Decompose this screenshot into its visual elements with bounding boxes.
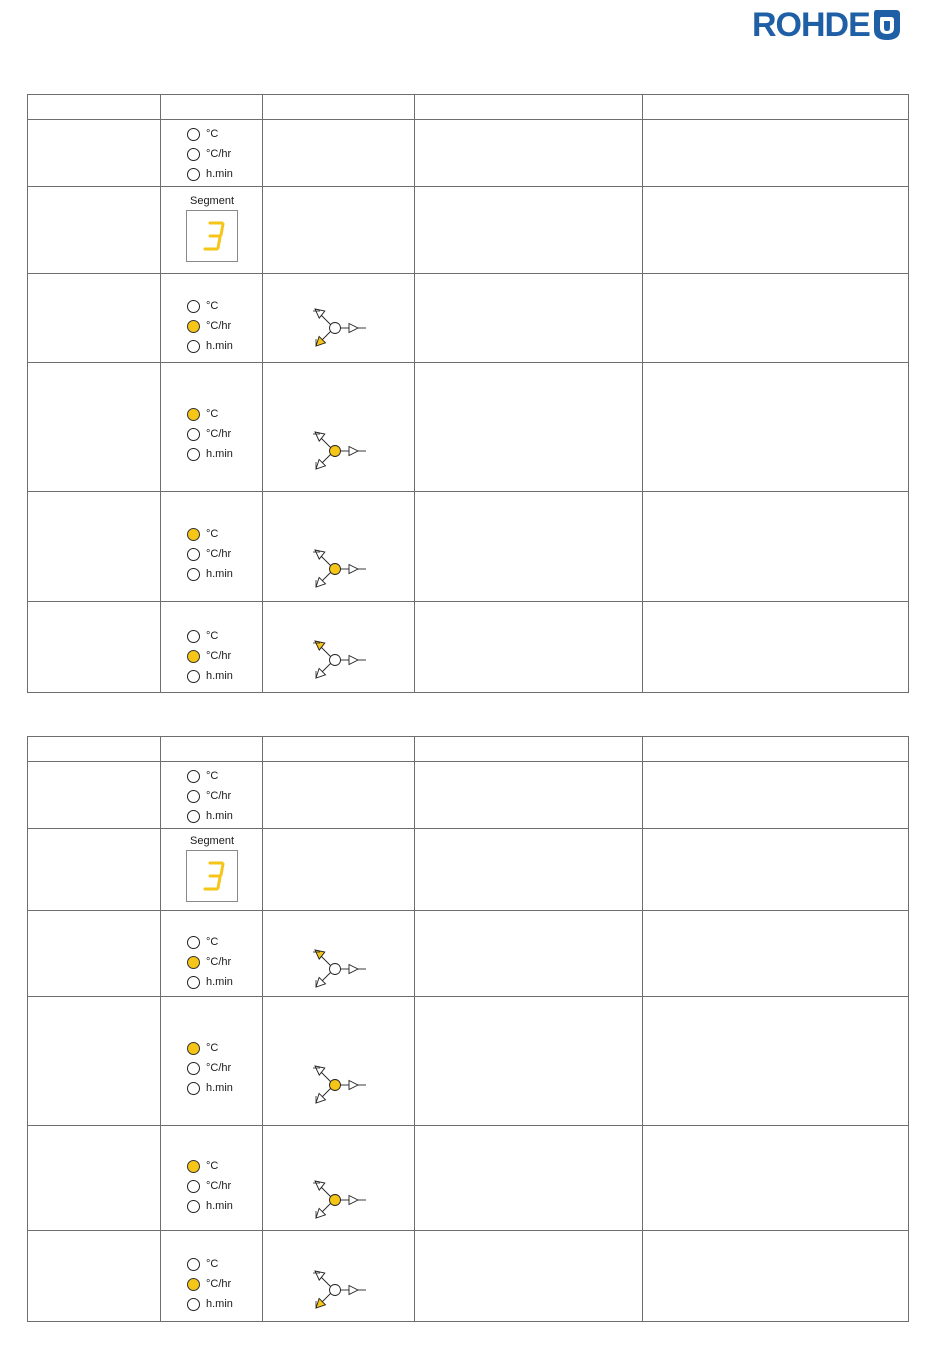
unit-indicator	[187, 932, 233, 952]
program-flow-icon	[309, 427, 373, 475]
unit-indicator	[187, 544, 233, 564]
table-cell	[263, 911, 415, 997]
unit-label: °C	[206, 1257, 219, 1270]
table-cell	[161, 492, 263, 602]
unit-label: °C	[206, 769, 219, 782]
unit-indicator-group	[187, 1156, 233, 1216]
unit-indicator	[187, 786, 233, 806]
indicator-off-icon	[187, 340, 200, 353]
unit-indicator	[187, 1038, 233, 1058]
indicator-off-icon	[187, 568, 200, 581]
unit-indicator	[187, 444, 233, 464]
brand-logo-text: ROHDE	[752, 6, 870, 44]
unit-label: °C/hr	[206, 319, 232, 332]
unit-indicator	[187, 626, 233, 646]
segment-display	[186, 835, 238, 902]
table-cell	[161, 274, 263, 363]
indicator-off-icon	[187, 630, 200, 643]
table-row	[28, 274, 909, 363]
brand-logo	[752, 6, 902, 44]
table-row	[28, 762, 909, 829]
unit-indicator	[187, 806, 233, 826]
table-cell	[415, 997, 643, 1126]
unit-indicator	[187, 666, 233, 686]
table-cell	[415, 911, 643, 997]
unit-indicator	[187, 564, 233, 584]
table-cell	[161, 1231, 263, 1322]
indicator-off-icon	[187, 168, 200, 181]
table-row	[28, 1126, 909, 1231]
unit-label: °C/hr	[206, 427, 232, 440]
table-cell	[643, 1126, 909, 1231]
unit-indicator	[187, 124, 233, 144]
program-flow-icon	[309, 1266, 373, 1314]
program-flow-icon	[309, 1061, 373, 1109]
table-cell	[643, 829, 909, 911]
indicator-off-icon	[187, 128, 200, 141]
indicator-off-icon	[187, 810, 200, 823]
unit-label: °C	[206, 629, 219, 642]
table-cell	[263, 1126, 415, 1231]
table-cell	[643, 1231, 909, 1322]
table-cell	[161, 911, 263, 997]
table-row	[28, 911, 909, 997]
table-header-row	[28, 95, 909, 120]
table-cell	[28, 737, 161, 762]
unit-label: °C/hr	[206, 649, 232, 662]
unit-indicator	[187, 1156, 233, 1176]
unit-indicator-group	[187, 626, 233, 686]
indicator-off-icon	[187, 428, 200, 441]
segment-label: Segment	[189, 835, 235, 847]
table-cell	[415, 1126, 643, 1231]
unit-indicator-group	[187, 524, 233, 584]
unit-label: h.min	[206, 167, 233, 180]
unit-label: °C	[206, 935, 219, 948]
indicator-off-icon	[187, 790, 200, 803]
table-cell	[263, 1231, 415, 1322]
table-cell	[161, 363, 263, 492]
unit-label: °C/hr	[206, 547, 232, 560]
table-cell	[28, 1231, 161, 1322]
table-row	[28, 363, 909, 492]
unit-label: °C/hr	[206, 1179, 232, 1192]
table-cell	[28, 997, 161, 1126]
indicator-lit-icon	[187, 650, 200, 663]
table-cell	[415, 737, 643, 762]
table-cell	[415, 602, 643, 693]
table-cell	[415, 95, 643, 120]
unit-label: h.min	[206, 1199, 233, 1212]
unit-indicator	[187, 1196, 233, 1216]
indicator-off-icon	[187, 148, 200, 161]
indicator-off-icon	[187, 936, 200, 949]
unit-label: °C	[206, 527, 219, 540]
table-cell	[415, 762, 643, 829]
unit-indicator-group	[187, 124, 233, 184]
unit-indicator	[187, 316, 233, 336]
table-cell	[643, 363, 909, 492]
unit-indicator	[187, 424, 233, 444]
indicator-off-icon	[187, 1180, 200, 1193]
table-cell	[263, 737, 415, 762]
indicator-off-icon	[187, 1082, 200, 1095]
indicator-off-icon	[187, 300, 200, 313]
table-cell	[263, 762, 415, 829]
table-cell	[643, 274, 909, 363]
segment-label: Segment	[189, 195, 235, 207]
table-cell	[28, 363, 161, 492]
table-cell	[643, 737, 909, 762]
table-cell	[415, 120, 643, 187]
unit-indicator	[187, 144, 233, 164]
table-row	[28, 492, 909, 602]
table-cell	[28, 911, 161, 997]
indicator-lit-icon	[187, 408, 200, 421]
unit-indicator-group	[187, 404, 233, 464]
table-cell	[28, 492, 161, 602]
table-row	[28, 997, 909, 1126]
indicator-off-icon	[187, 770, 200, 783]
unit-indicator	[187, 952, 233, 972]
indicator-off-icon	[187, 1298, 200, 1311]
program-table-2	[27, 736, 909, 1322]
brand-mark-icon	[872, 8, 902, 42]
table-cell	[643, 602, 909, 693]
table-cell	[415, 187, 643, 274]
program-table-1	[27, 94, 909, 693]
table-header-row	[28, 737, 909, 762]
unit-indicator	[187, 524, 233, 544]
indicator-lit-icon	[187, 956, 200, 969]
unit-indicator	[187, 646, 233, 666]
table-cell	[161, 602, 263, 693]
table-cell	[643, 187, 909, 274]
unit-indicator	[187, 164, 233, 184]
indicator-off-icon	[187, 1258, 200, 1271]
table-row	[28, 1231, 909, 1322]
table-cell	[161, 187, 263, 274]
table-cell	[263, 602, 415, 693]
unit-label: h.min	[206, 669, 233, 682]
table-cell	[415, 492, 643, 602]
indicator-lit-icon	[187, 528, 200, 541]
unit-label: h.min	[206, 567, 233, 580]
unit-label: °C/hr	[206, 955, 232, 968]
unit-indicator	[187, 972, 233, 992]
unit-label: °C/hr	[206, 789, 232, 802]
unit-indicator	[187, 404, 233, 424]
table-cell	[161, 829, 263, 911]
table-cell	[28, 187, 161, 274]
table-cell	[28, 120, 161, 187]
unit-indicator	[187, 336, 233, 356]
unit-label: h.min	[206, 1297, 233, 1310]
table-cell	[643, 911, 909, 997]
unit-indicator-group	[187, 296, 233, 356]
indicator-off-icon	[187, 1200, 200, 1213]
unit-label: °C	[206, 1041, 219, 1054]
table-cell	[161, 762, 263, 829]
table-cell	[643, 492, 909, 602]
table-cell	[415, 363, 643, 492]
table-cell	[263, 120, 415, 187]
program-flow-icon	[309, 636, 373, 684]
segment-display	[186, 195, 238, 262]
table-cell	[28, 95, 161, 120]
table-cell	[415, 274, 643, 363]
table-cell	[161, 120, 263, 187]
unit-indicator-group	[187, 932, 233, 992]
table-row	[28, 120, 909, 187]
table-cell	[263, 274, 415, 363]
unit-label: h.min	[206, 447, 233, 460]
unit-indicator	[187, 766, 233, 786]
segment-digit-box	[186, 210, 238, 262]
table-cell	[263, 997, 415, 1126]
table-cell	[161, 1126, 263, 1231]
program-flow-icon	[309, 304, 373, 352]
indicator-off-icon	[187, 448, 200, 461]
unit-indicator-group	[187, 766, 233, 826]
table-cell	[28, 829, 161, 911]
unit-indicator	[187, 1058, 233, 1078]
table-cell	[643, 762, 909, 829]
unit-indicator	[187, 1254, 233, 1274]
table-cell	[263, 187, 415, 274]
table-cell	[643, 120, 909, 187]
unit-indicator	[187, 1294, 233, 1314]
program-flow-icon	[309, 945, 373, 993]
unit-label: °C	[206, 127, 219, 140]
indicator-off-icon	[187, 670, 200, 683]
seven-segment-digit-icon	[187, 211, 237, 261]
indicator-lit-icon	[187, 1160, 200, 1173]
unit-label: °C/hr	[206, 1277, 232, 1290]
seven-segment-digit-icon	[187, 851, 237, 901]
table-cell	[28, 602, 161, 693]
unit-indicator-group	[187, 1038, 233, 1098]
indicator-lit-icon	[187, 1042, 200, 1055]
table-cell	[263, 492, 415, 602]
table-cell	[415, 829, 643, 911]
unit-label: °C/hr	[206, 1061, 232, 1074]
unit-label: °C	[206, 299, 219, 312]
table-cell	[263, 829, 415, 911]
table-row	[28, 187, 909, 274]
unit-indicator	[187, 1274, 233, 1294]
table-cell	[263, 95, 415, 120]
indicator-off-icon	[187, 976, 200, 989]
unit-indicator	[187, 296, 233, 316]
table-cell	[643, 95, 909, 120]
unit-indicator	[187, 1176, 233, 1196]
segment-digit-box	[186, 850, 238, 902]
table-cell	[161, 997, 263, 1126]
unit-label: °C	[206, 407, 219, 420]
indicator-lit-icon	[187, 320, 200, 333]
program-flow-icon	[309, 545, 373, 593]
unit-label: h.min	[206, 1081, 233, 1094]
table-cell	[28, 274, 161, 363]
indicator-off-icon	[187, 548, 200, 561]
unit-label: h.min	[206, 809, 233, 822]
table-cell	[263, 363, 415, 492]
unit-label: h.min	[206, 975, 233, 988]
table-row	[28, 829, 909, 911]
table-cell	[161, 95, 263, 120]
table-cell	[643, 997, 909, 1126]
unit-indicator-group	[187, 1254, 233, 1314]
table-cell	[415, 1231, 643, 1322]
table-row	[28, 602, 909, 693]
unit-label: °C/hr	[206, 147, 232, 160]
table-cell	[28, 1126, 161, 1231]
table-cell	[28, 762, 161, 829]
unit-indicator	[187, 1078, 233, 1098]
unit-label: °C	[206, 1159, 219, 1172]
unit-label: h.min	[206, 339, 233, 352]
indicator-off-icon	[187, 1062, 200, 1075]
program-flow-icon	[309, 1176, 373, 1224]
indicator-lit-icon	[187, 1278, 200, 1291]
table-cell	[161, 737, 263, 762]
